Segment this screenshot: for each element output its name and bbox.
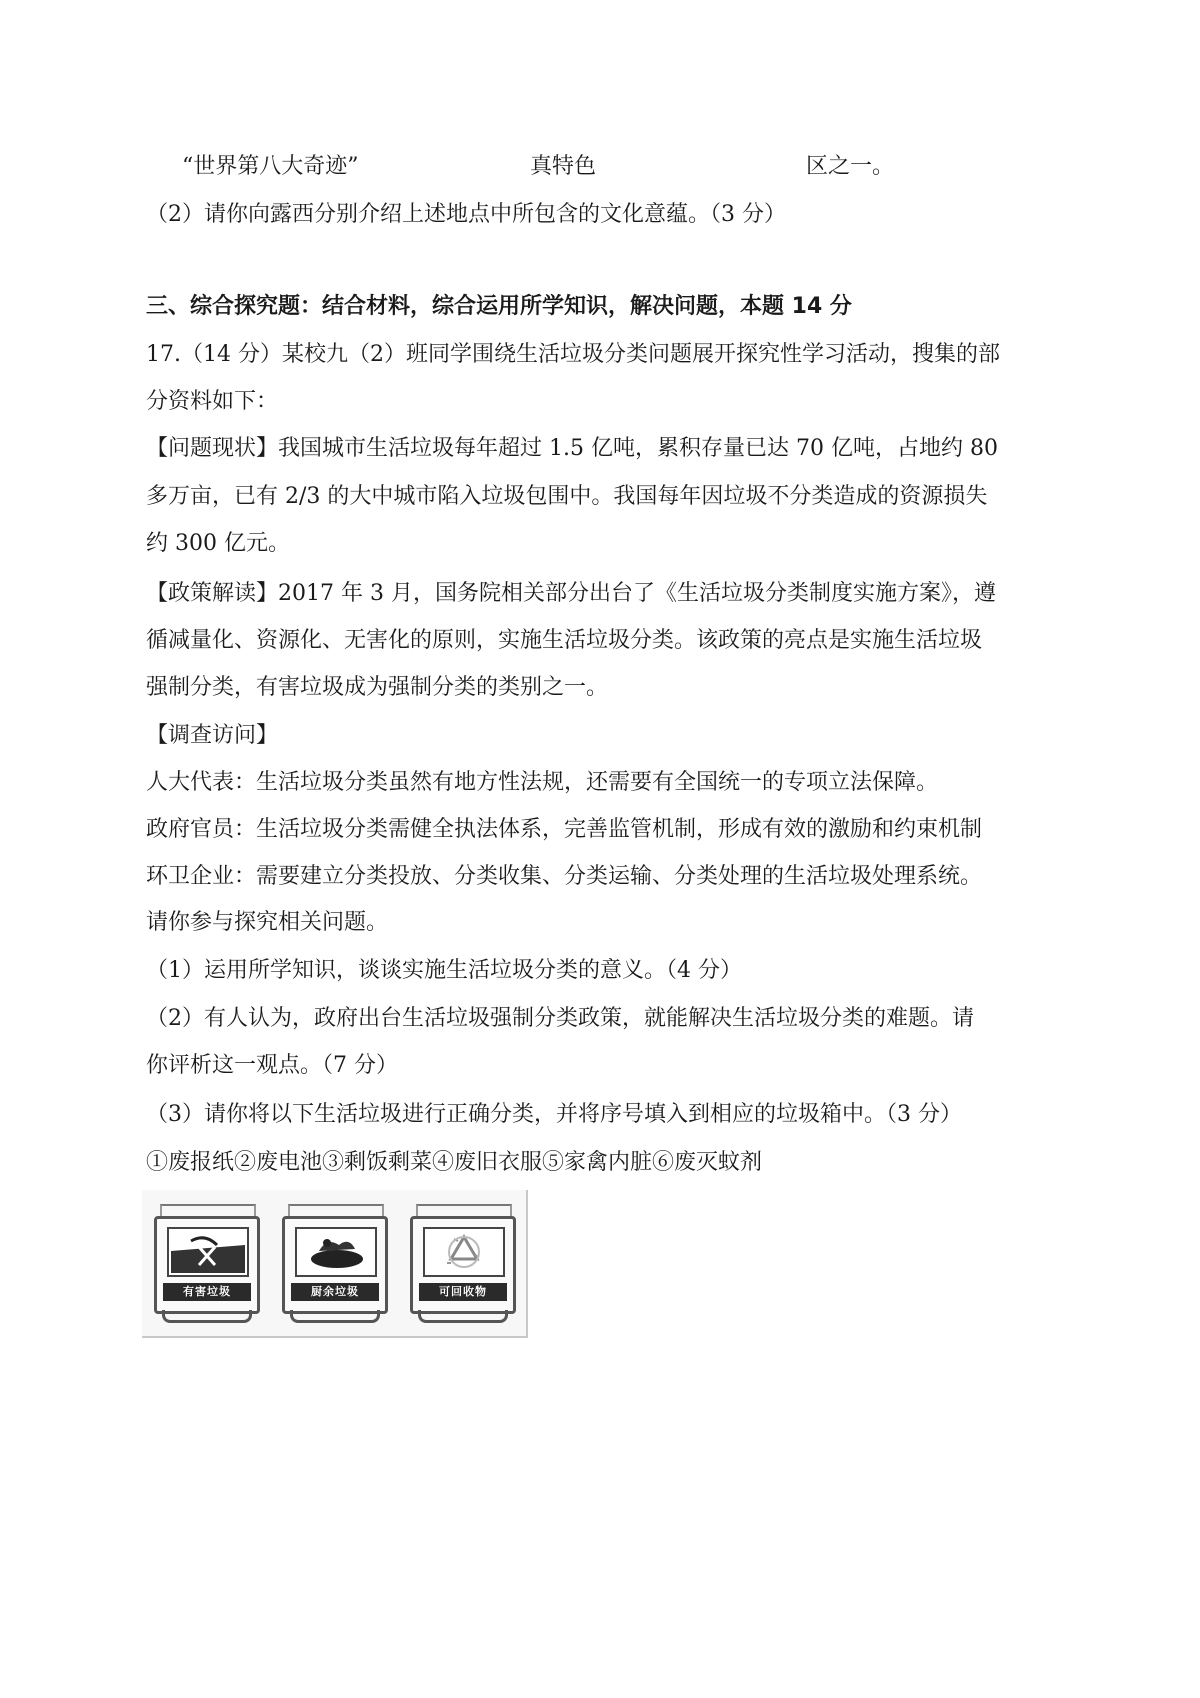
q17-intro-2: 分资料如下： [146,389,279,414]
recyclable-bin-label: 可回收物 [419,1283,507,1301]
policy-line-1: 【政策解读】2017 年 3 月，国务院相关部分出台了《生活垃圾分类制度实施方案》，遵 [146,581,996,606]
sub-question-2-line-1: （2）有人认为，政府出台生活垃圾强制分类政策，就能解决生活垃圾分类的难题。请 [146,1006,974,1031]
top-row-col3: 区之一。 [806,154,895,179]
top-row-col2: 真特色 [530,154,597,179]
status-line-2: 多万亩，已有 2/3 的大中城市陷入垃圾包围中。我国每年因垃圾不分类造成的资源损失 [146,484,988,509]
survey-line-2: 政府官员：生活垃圾分类需健全执法体系，完善监管机制，形成有效的激励和约束机制 [146,817,983,842]
kitchen-bin-label: 厨余垃圾 [291,1283,379,1301]
hazard-bin-icon [167,1227,249,1277]
recycle-icon [423,1227,505,1277]
status-line-1: 【问题现状】我国城市生活垃圾每年超过 1.5 亿吨，累积存量已达 70 亿吨，占地约 80 [146,436,998,461]
survey-line-1: 人大代表：生活垃圾分类虽然有地方性法规，还需要有全国统一的专项立法保障。 [146,770,939,795]
sub-question-3: （3）请你将以下生活垃圾进行正确分类，并将序号填入到相应的垃圾箱中。（3 分） [146,1102,962,1127]
section-3-title: 三、综合探究题：结合材料，综合运用所学知识，解决问题，本题 14 分 [146,294,852,319]
waste-items-list: ①废报纸②废电池③剩饭剩菜④废旧衣服⑤家禽内脏⑥废灭蚊剂 [146,1150,763,1175]
sub-question-2-line-2: 你评析这一观点。（7 分） [146,1053,398,1078]
policy-line-3: 强制分类，有害垃圾成为强制分类的类别之一。 [146,675,609,700]
prompt-line: 请你参与探究相关问题。 [146,910,389,935]
hazard-bin-label: 有害垃圾 [163,1283,251,1301]
kitchen-waste-icon [295,1227,377,1277]
survey-line-3: 环卫企业：需要建立分类投放、分类收集、分类运输、分类处理的生活垃圾处理系统。 [146,864,983,889]
sub-question-1: （1）运用所学知识，谈谈实施生活垃圾分类的意义。（4 分） [146,958,742,983]
status-line-3: 约 300 亿元。 [146,531,290,556]
top-row-col1: “世界第八大奇迹” [182,154,359,179]
q17-intro-1: 17.（14 分）某校九（2）班同学围绕生活垃圾分类问题展开探究性学习活动，搜集的部 [146,342,1000,367]
question-2-prev: （2）请你向露西分别介绍上述地点中所包含的文化意蕴。（3 分） [146,202,786,227]
policy-line-2: 循减量化、资源化、无害化的原则，实施生活垃圾分类。该政策的亮点是实施生活垃圾 [146,628,983,653]
survey-title: 【调查访问】 [146,723,279,748]
recyclable-bin [408,1204,516,1322]
garbage-bins-figure [142,1190,528,1338]
kitchen-bin [280,1204,388,1322]
hazard-bin [152,1204,260,1322]
